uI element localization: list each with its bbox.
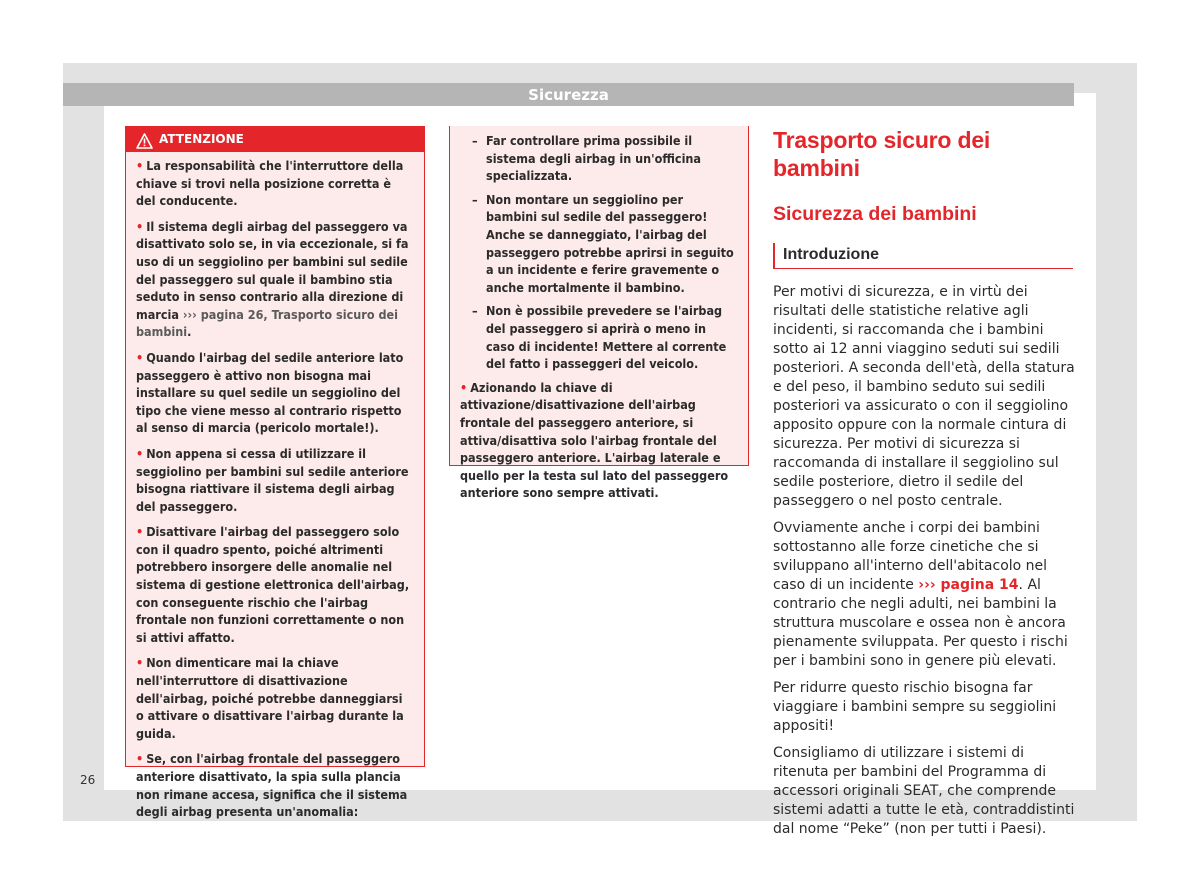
warning-item: • Non appena si cessa di utilizzare il seggiolino per bambini sul sedile anteriore bisogna riattivare il sistema degli airbag del passeggero. — [136, 445, 409, 514]
subsection-heading — [773, 243, 1073, 269]
section-subtitle: Sicurezza dei bambini — [773, 203, 977, 225]
warning-item: • Se, con l'airbag frontale del passeggero anteriore disattivato, la spia sulla plancia non rimane accesa, significa che il sistema degli airbag presenta un'anomalia: — [136, 751, 408, 820]
paragraph: Consigliamo di utilizzare i sistemi di ritenuta per bambini del Programma di accessori originali SEAT, che comprende sistemi adatti a tutte le età, contraddistinti dal nome “Peke” (non per tutti i Paesi). — [773, 745, 1075, 837]
page-header: Sicurezza — [63, 83, 1074, 106]
warning-item: • Disattivare l'airbag del passeggero solo con il quadro spento, poiché altrimenti potrebbero insorgere delle anomalie nel sistema di gestione elettronica dell'airbag, con conseguente rischio che l'airbag frontale non funzioni correttamente o non si attivi affatto. — [136, 524, 410, 645]
page-link[interactable]: ››› pagina 14 — [918, 577, 1019, 593]
warning-title: ATTENZIONE — [159, 132, 244, 146]
page-number: 26 — [80, 773, 96, 787]
warning-sub-item: – Non montare un seggiolino per bambini sul sedile del passeggero! Anche se danneggiato, l'airbag del passeggero potrebbe aprirsi in seguito a un incidente e ferire gravemente o anche mortalmente il bambino. — [472, 191, 734, 295]
warning-item: • Azionando la chiave di attivazione/disattivazione dell'airbag frontale del passeggero anteriore, si attiva/disattiva solo l'airbag frontale del passeggero anteriore. L'airbag laterale e quello per la testa sul lato del passeggero anteriore sono sempre attivati. — [460, 379, 729, 501]
paragraph: Per motivi di sicurezza, e in virtù dei risultati delle statistiche relative agli incidenti, si raccomanda che i bambini sotto ai 12 anni viaggino seduti sui sedili posteriori. A seconda dell'età, della statura e del peso, il bambino seduto sui sedili posteriori va assicurato o con il seggiolino apposito oppure con la normale cintura di sicurezza. Per motivi di sicurezza si raccomanda di installare il seggiolino sul sedile posteriore, dietro il sedile del passeggero o nel posto centrale. — [773, 284, 1075, 509]
paragraph: Ovviamente anche i corpi dei bambini sottostanno alle forze cinetiche che si sviluppano all'interno dell'abitacolo nel caso di un incidente ››› pagina 14. Al contrario che negli adulti, nei bambini la struttura muscolare e ossea non è ancora pienamente sviluppata. Per questo i rischi per i bambini sono in genere più elevati. — [773, 520, 1068, 669]
warning-item: • Quando l'airbag del sedile anteriore lato passeggero è attivo non bisogna mai installare su quel sedile un seggiolino del tipo che viene messo al contrario rispetto al senso di marcia (pericolo mortale!). — [136, 349, 404, 436]
warning-triangle-icon — [136, 132, 153, 148]
warning-header — [126, 127, 424, 152]
page-link[interactable]: ››› pagina 26, Trasporto sicuro dei bambini — [136, 306, 398, 340]
section-column — [773, 126, 1075, 847]
subsection-title: Introduzione — [783, 246, 879, 263]
paragraph: Per ridurre questo rischio bisogna far viaggiare i bambini sempre su seggiolini appositi! — [773, 680, 1057, 734]
warning-box-continued — [449, 126, 749, 501]
warning-box — [125, 126, 425, 820]
warning-sub-item: – Non è possibile prevedere se l'airbag del passeggero si aprirà o meno in caso di incidente! Mettere al corrente del fatto i passeggeri del veicolo. — [472, 303, 727, 372]
section-title: Trasporto sicuro dei bambini — [773, 127, 991, 181]
warning-item: • Non dimenticare mai la chiave nell'interruttore di disattivazione dell'airbag, poiché potrebbe danneggiarsi o attivare o disattivare l'airbag durante la guida. — [136, 655, 404, 741]
warning-item: • La responsabilità che l'interruttore della chiave si trovi nella posizione corretta è del conducente. — [136, 158, 404, 209]
warning-sub-item: – Far controllare prima possibile il sistema degli airbag in un'officina specializzata. — [472, 133, 702, 184]
warning-item: • Il sistema degli airbag del passeggero va disattivato solo se, in via eccezionale, si fa uso di un seggiolino per bambini sul sedile del passeggero sul quale il bambino stia seduto in senso contrario alla direzione di marcia ››› pagina 26, Trasporto sicuro dei bambini. — [136, 218, 409, 340]
